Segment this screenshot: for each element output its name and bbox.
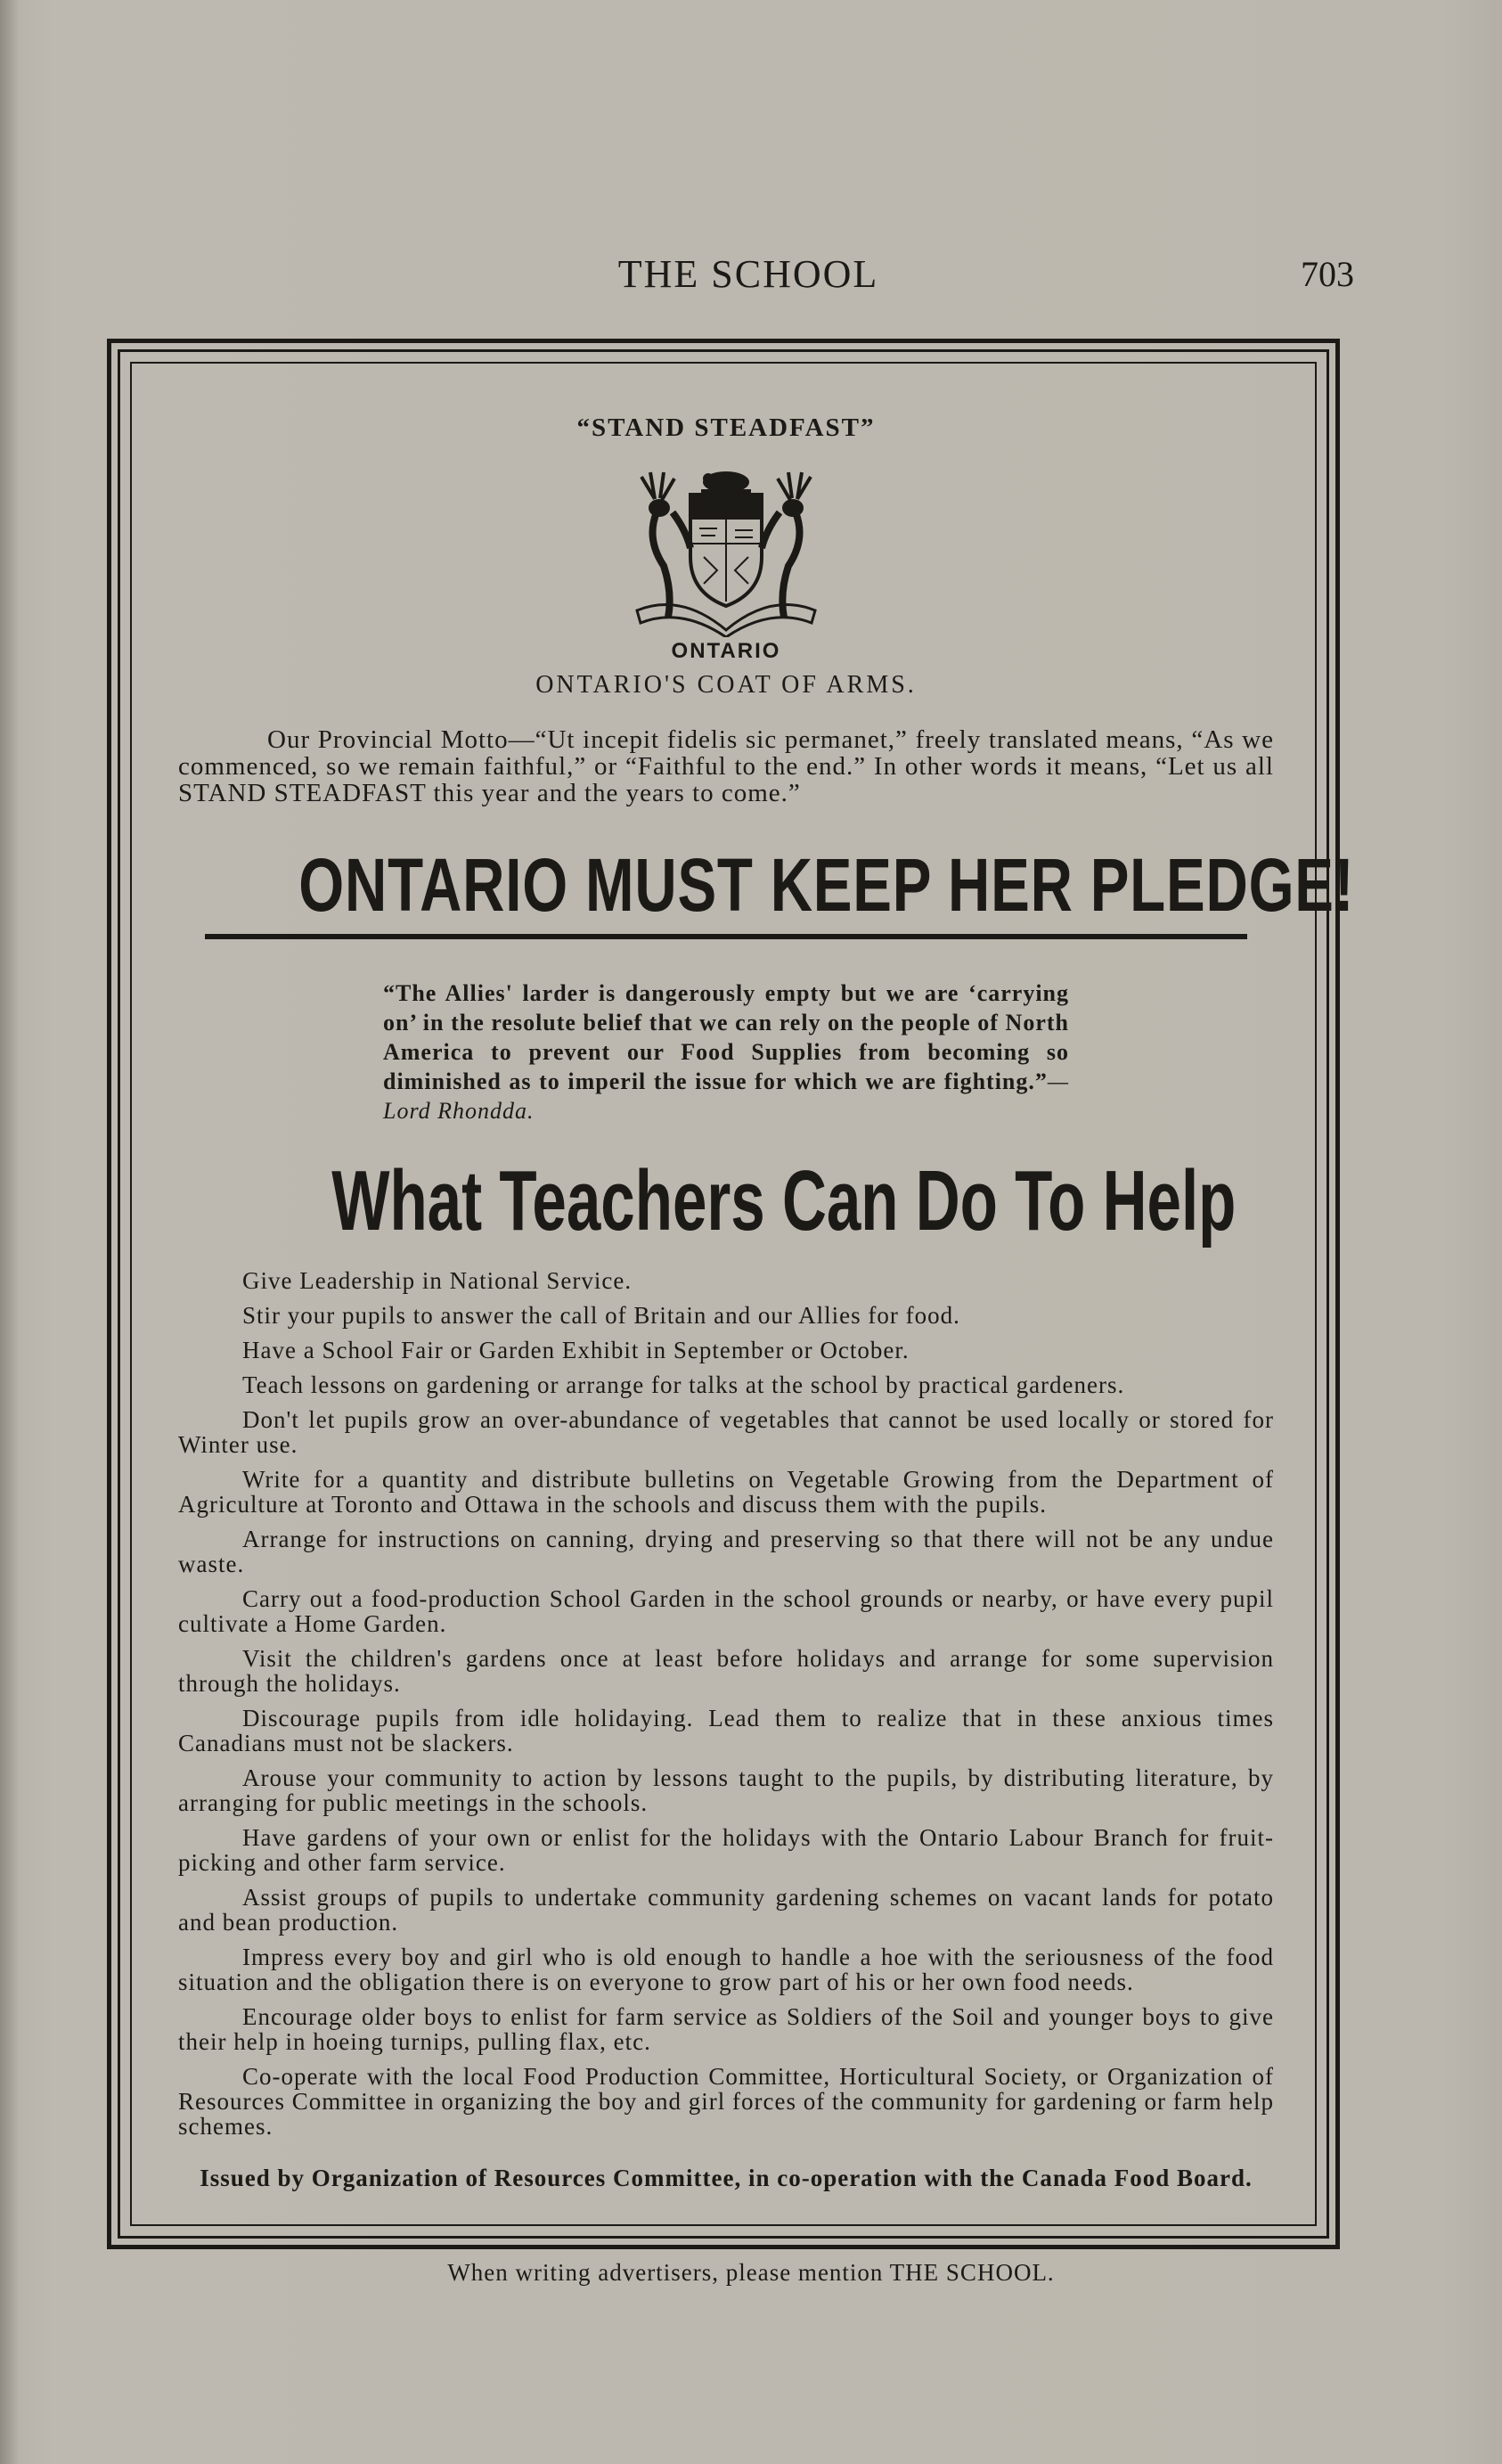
headline-underline bbox=[205, 934, 1247, 939]
tip-item: Don't let pupils grow an over-abundance of vegetables that cannot be used locally or stored for Winter use. bbox=[178, 1406, 1274, 1458]
tip-item: Impress every boy and girl who is old enough to handle a hoe with the seriousness of the food situation and the obligation there is on everyone to grow part of his or her own food needs. bbox=[178, 1944, 1274, 1995]
tip-item: Arouse your community to action by lessons taught to the pupils, by distributing literature, by arranging for public meetings in the schools. bbox=[178, 1764, 1274, 1816]
page-number: 703 bbox=[1301, 254, 1354, 294]
tip-item: Arrange for instructions on canning, drying and preserving so that there will not be any undue waste. bbox=[178, 1526, 1274, 1577]
motto-heading: “STAND STEADFAST” bbox=[576, 413, 876, 442]
issued-by-credit: Issued by Organization of Resources Committee, in co-operation with the Canada Food Board. bbox=[200, 2165, 1253, 2191]
tip-item: Encourage older boys to enlist for farm service as Soldiers of the Soil and younger boys to give their help in hoeing turnips, pulling flax, etc. bbox=[178, 2003, 1274, 2055]
tip-item: Discourage pupils from idle holidaying. Lead them to realize that in these anxious times Canadians must not be slackers. bbox=[178, 1705, 1274, 1756]
headline: ONTARIO MUST KEEP HER PLEDGE! bbox=[298, 843, 1355, 927]
tip-item: Stir your pupils to answer the call of Britain and our Allies for food. bbox=[242, 1302, 960, 1329]
tip-item: Carry out a food-production School Garden in the school grounds or nearby, or have every pupil cultivate a Home Garden. bbox=[178, 1585, 1274, 1637]
footer-note: When writing advertisers, please mention THE SCHOOL. bbox=[447, 2259, 1055, 2286]
tip-item: Have a School Fair or Garden Exhibit in September or October. bbox=[242, 1337, 910, 1363]
running-head bbox=[0, 251, 1502, 305]
tip-item: Co-operate with the local Food Production Committee, Horticultural Society, or Organization of Resources Committee in organizing the boy and girl forces of the community for gardening or farm help schemes. bbox=[178, 2063, 1274, 2140]
tip-item: Give Leadership in National Service. bbox=[242, 1267, 633, 1294]
advertisement bbox=[178, 392, 1355, 2191]
tip-item: Write for a quantity and distribute bulletins on Vegetable Growing from the Department of Agriculture at Toronto and Ottawa in the schools and discuss them with the pupils. bbox=[178, 1466, 1274, 1518]
tip-item: Teach lessons on gardening or arrange for talks at the school by practical gardeners. bbox=[242, 1371, 1125, 1398]
motto-paragraph: Our Provincial Motto—“Ut incepit fidelis sic permanet,” freely translated means, “As we commenced, so we remain faithful,” or “Faithful to the end.” In other words it means, “Let us all STAND STEADFAST this year and the years to come.” bbox=[178, 725, 1274, 807]
tips-list bbox=[178, 1268, 1274, 2139]
quote-text: “The Allies' larder is dangerously empty but we are ‘carrying on’ in the resolute belief that we can rely on the people of North America to prevent our Food Supplies from becoming so diminished as to imperil the issue for which we are fighting.” bbox=[383, 980, 1069, 1094]
quote-attribution: —Lord Rhondda. bbox=[383, 1068, 1069, 1124]
crest-label: ONTARIO bbox=[671, 639, 781, 663]
tip-item: Visit the children's gardens once at least before holidays and arrange for some supervision through the holidays. bbox=[178, 1645, 1274, 1697]
tip-item: Assist groups of pupils to undertake community gardening schemes on vacant lands for potato and bean production. bbox=[178, 1884, 1274, 1936]
tip-item: Have gardens of your own or enlist for the holidays with the Ontario Labour Branch for fruit-picking and other farm service. bbox=[178, 1824, 1274, 1876]
coat-of-arms-icon bbox=[619, 459, 833, 637]
subhead: What Teachers Can Do To Help bbox=[331, 1153, 1237, 1248]
rhondda-quote bbox=[383, 978, 1069, 1126]
journal-title: THE SCHOOL bbox=[617, 252, 879, 296]
crest-caption: ONTARIO'S COAT OF ARMS. bbox=[535, 671, 917, 699]
